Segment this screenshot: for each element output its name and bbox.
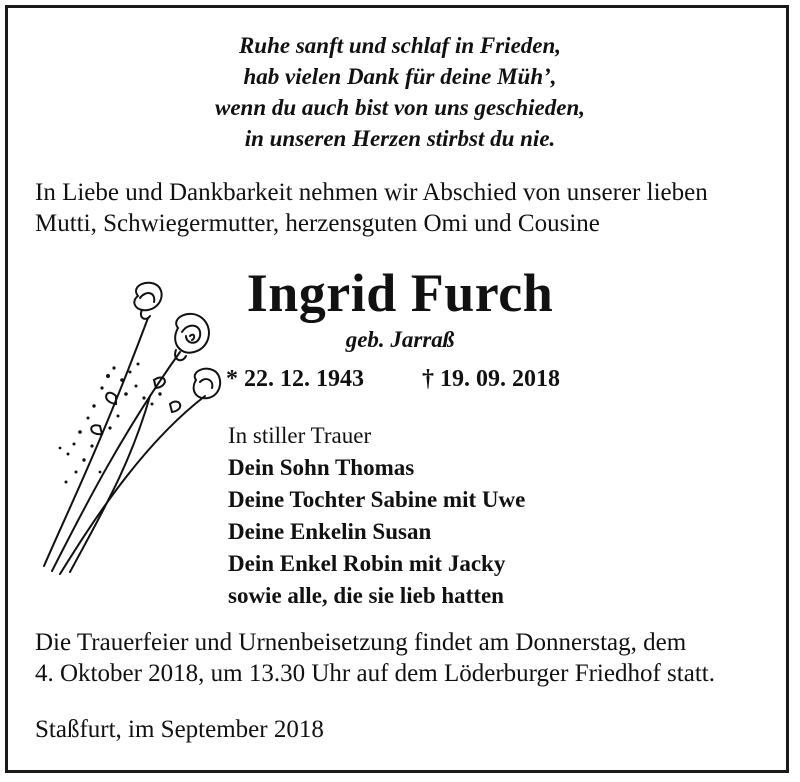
deceased-name: Ingrid Furch	[246, 263, 554, 323]
mourner-name: Deine Tochter Sabine mit Uwe	[228, 487, 526, 512]
place-and-date: Staßfurt, im September 2018	[35, 716, 324, 743]
death-date: † 19. 09. 2018	[422, 366, 560, 392]
birth-name: geb. Jarraß	[345, 327, 455, 352]
mourner-name: sowie alle, die sie lieb hatten	[228, 583, 504, 608]
poem-line: wenn du auch bist von uns geschieden,	[215, 95, 585, 120]
rose-bouquet-icon	[30, 276, 230, 576]
mourners-list	[228, 420, 748, 612]
farewell-intro	[35, 177, 775, 239]
poem-line: Ruhe sanft und schlaf in Frieden,	[238, 33, 562, 58]
birth-date: * 22. 12. 1943	[226, 366, 364, 392]
mourner-name: Deine Enkelin Susan	[228, 519, 432, 544]
poem-line: hab vielen Dank für deine Müh’,	[243, 64, 557, 89]
mourner-name: Dein Enkel Robin mit Jacky	[228, 551, 506, 576]
funeral-service-info	[35, 627, 775, 689]
memorial-poem	[0, 30, 800, 154]
intro-line: Mutti, Schwiegermutter, herzensguten Omi und Cousine	[35, 210, 600, 237]
service-line: 4. Oktober 2018, um 13.30 Uhr auf dem Löderburger Friedhof statt.	[35, 660, 715, 687]
intro-line: In Liebe und Dankbarkeit nehmen wir Abschied von unserer lieben	[35, 179, 708, 206]
mourner-name: Dein Sohn Thomas	[228, 455, 415, 480]
service-line: Die Trauerfeier und Urnenbeisetzung findet am Donnerstag, dem	[35, 629, 687, 656]
mourning-intro: In stiller Trauer	[228, 423, 372, 448]
life-dates	[226, 364, 586, 394]
poem-line: in unseren Herzen stirbst du nie.	[244, 126, 556, 151]
